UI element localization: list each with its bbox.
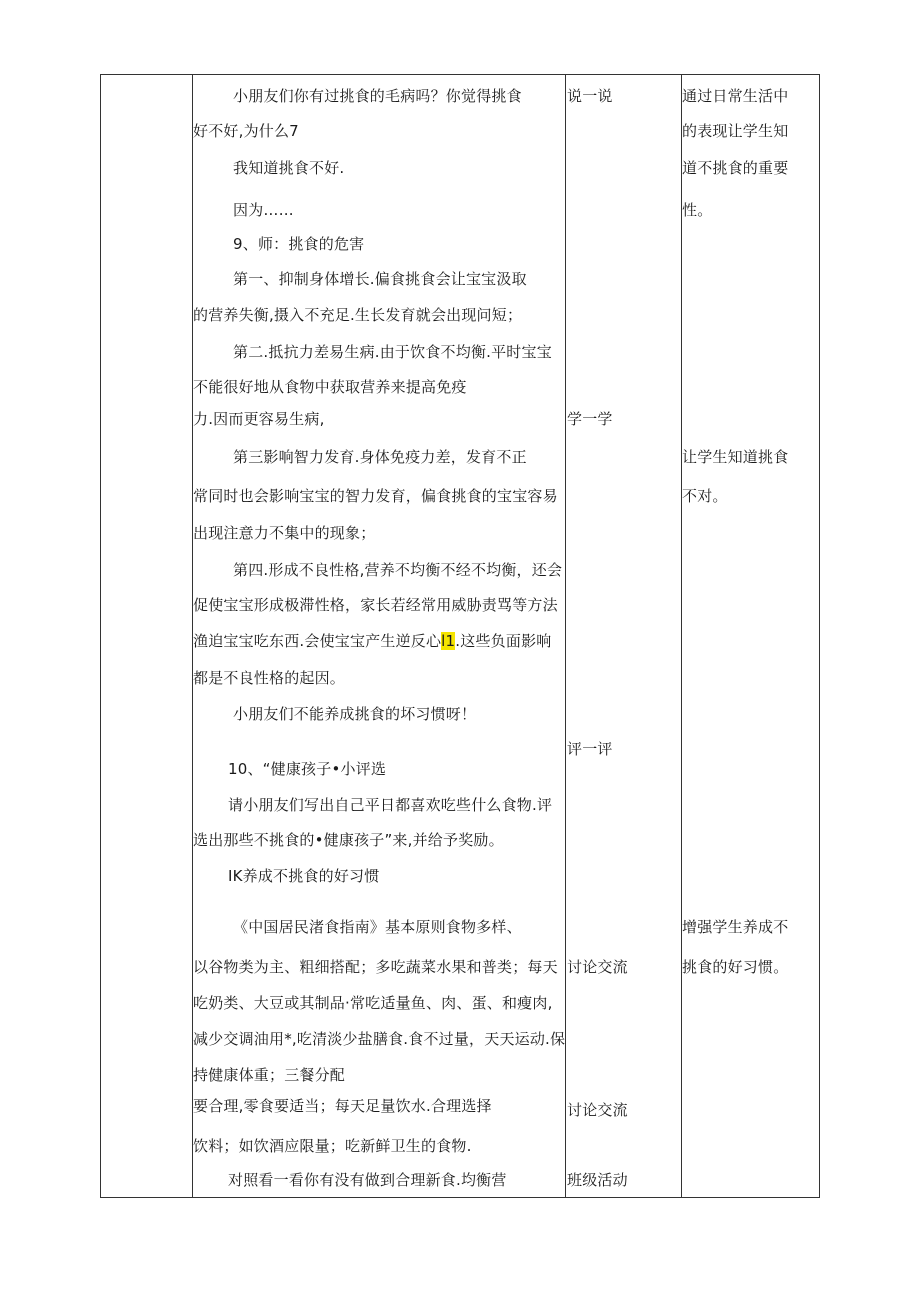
content-heading: 10、“健康孩子•小评选 <box>228 760 387 778</box>
content-line: 对照看一看你有没有做到合理新食.均衡营 <box>228 1171 507 1189</box>
content-line: 我知道挑食不好. <box>233 159 345 177</box>
content-line: 要合理,零食要适当；每天足量饮水.合理选择 <box>193 1097 492 1115</box>
purpose-line: 让学生知道挑食 <box>682 448 789 466</box>
content-heading: 9、师：挑食的危害 <box>233 235 365 253</box>
activity-label: 讨论交流 <box>567 1101 628 1119</box>
content-line: 饮料；如饮酒应限量；吃新鲜卫生的食物. <box>193 1137 472 1155</box>
content-line <box>193 632 551 650</box>
purpose-line: 挑食的好习惯。 <box>682 958 789 976</box>
content-line: 第三影响智力发育.身体免疫力差，发育不正 <box>233 448 527 466</box>
content-line: 不能很好地从食物中获取营养来提高免疫 <box>193 378 467 396</box>
column-divider <box>681 75 682 1197</box>
column-divider <box>565 75 566 1197</box>
content-line: 吃奶类、大豆或其制品·常吃适量鱼、肉、蛋、和瘦肉, <box>193 994 553 1012</box>
content-line: 常同时也会影响宝宝的智力发育，偏食挑食的宝宝容易 <box>193 487 558 505</box>
activity-label: 说一说 <box>567 87 613 105</box>
highlighted-text: l1 <box>441 632 456 650</box>
content-line: 力.因而更容易生病, <box>193 410 325 428</box>
content-line: 促使宝宝形成极滞性格，家长若经常用威胁责骂等方法 <box>193 596 558 614</box>
content-line: 小朋友们不能养成挑食的坏习惯呀！ <box>233 705 477 723</box>
content-line: 减少交调油用*,吃清淡少盐膳食.食不过量，天天运动.保 <box>193 1030 566 1048</box>
activity-label: 讨论交流 <box>567 958 628 976</box>
content-line: 因为…… <box>233 201 294 219</box>
content-line: 的营养失衡,摄入不充足.生长发育就会出现问短； <box>193 306 523 324</box>
purpose-line: 性。 <box>682 201 713 219</box>
content-line: 第四.形成不良性格,营养不均衡不经不均衡，还会 <box>233 561 563 579</box>
content-line: 《中国居民渚食指南》基本原则食物多样、 <box>233 918 522 936</box>
content-text: .这些负面影响 <box>455 632 552 650</box>
purpose-line: 道不挑食的重要 <box>682 159 789 177</box>
content-line: 第二.抵抗力差易生病.由于饮食不均衡.平时宝宝 <box>233 343 552 361</box>
content-line: 选出那些不挑食的•健康孩子”来,并给予奖励。 <box>193 831 504 849</box>
content-line: 都是不良性格的起因。 <box>193 669 346 687</box>
purpose-line: 的表现让学生知 <box>682 122 789 140</box>
content-line: 请小朋友们写出自己平日都喜欢吃些什么食物.评 <box>228 796 553 814</box>
content-line: 以谷物类为主、粗细搭配；多吃蔬菜水果和普类；每天 <box>193 958 558 976</box>
activity-label: 班级活动 <box>567 1171 628 1189</box>
purpose-line: 通过日常生活中 <box>682 87 789 105</box>
content-line: 出现注意力不集中的现象； <box>193 524 376 542</box>
purpose-line: 不对。 <box>682 487 728 505</box>
content-line: 好不好,为什么7 <box>193 122 299 140</box>
content-heading: IK养成不挑食的好习惯 <box>228 867 380 885</box>
purpose-line: 增强学生养成不 <box>682 918 789 936</box>
content-text: 渔迫宝宝吃东西.会使宝宝产生逆反心 <box>193 632 442 650</box>
activity-label: 评一评 <box>567 740 613 758</box>
content-line: 小朋友们你有过挑食的毛病吗？你觉得挑食 <box>233 87 522 105</box>
content-line: 第一、抑制身体增长.偏食挑食会让宝宝汲取 <box>233 270 527 288</box>
activity-label: 学一学 <box>567 410 613 428</box>
content-line: 持健康体重；三餐分配 <box>193 1066 346 1084</box>
